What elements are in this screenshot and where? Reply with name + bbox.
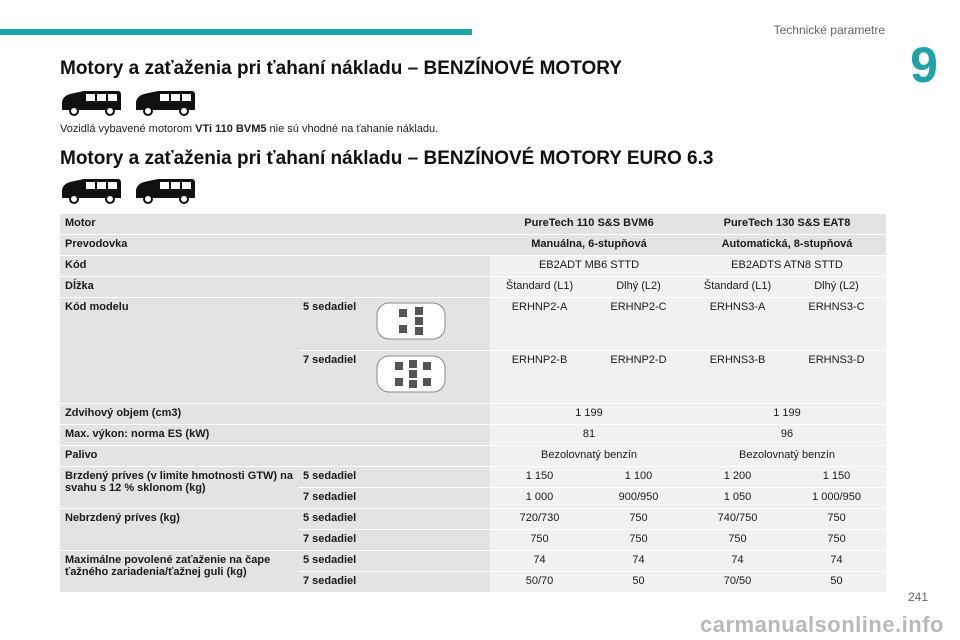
seat-layout-7-icon <box>375 354 447 394</box>
table-row: Zdvihový objem (cm3) 1 199 1 199 <box>60 404 886 425</box>
van-long-icon <box>134 90 196 116</box>
table-row: Motor PureTech 110 S&S BVM6 PureTech 130 S&S EAT8 <box>60 214 886 235</box>
table-row: Brzdený príves (v limite hmotnosti GTW) na svahu s 12 % sklonom (kg) 5 sedadiel 1 150 1 100 1 200 1 150 <box>60 467 886 488</box>
table-row: 7 sedadiel 50/70 50 70/50 50 <box>60 572 886 593</box>
vehicle-icons <box>60 90 196 116</box>
specs-table <box>60 214 886 593</box>
header-accent-bar <box>0 29 472 35</box>
page-number: 241 <box>907 590 928 604</box>
table-row: Prevodovka Manuálna, 6-stupňová Automatická, 8-stupňová <box>60 235 886 256</box>
table-row: 7 sedadiel 750 750 750 750 <box>60 530 886 551</box>
table-row: 7 sedadiel 1 000 900/950 1 050 1 000/950 <box>60 488 886 509</box>
vehicle-icons-2 <box>60 178 196 204</box>
seat-layout-7 <box>370 351 490 404</box>
section-title-euro63: Motory a zaťaženia pri ťahaní nákladu – BENZÍNOVÉ MOTORY EURO 6.3 <box>60 148 714 169</box>
table-row: Kód EB2ADT MB6 STTD EB2ADTS ATN8 STTD <box>60 256 886 277</box>
seat-layout-5 <box>370 298 490 351</box>
note-text: Vozidlá vybavené motorom VTi 110 BVM5 nie sú vhodné na ťahanie nákladu. <box>60 123 439 135</box>
table-row: 7 sedadiel ERHNP2-B ERHNP2-D ERHNS3-B ERHNS3-D <box>60 351 886 404</box>
van-short-icon <box>60 178 122 204</box>
table-row: Dĺžka Štandard (L1) Dlhý (L2) Štandard (L1) Dlhý (L2) <box>60 277 886 298</box>
section-title-petrol: Motory a zaťaženia pri ťahaní nákladu – BENZÍNOVÉ MOTORY <box>60 58 622 79</box>
table-row: Maximálne povolené zaťaženie na čape ťažného zariadenia/ťažnej guli (kg) 5 sedadiel 74 74 74 74 <box>60 551 886 572</box>
table-row: Kód modelu 5 sedadiel ERHNP2-A ERHNP2-C ERHNS3-A ERHNS3-C <box>60 298 886 351</box>
table-row: Nebrzdený príves (kg) 5 sedadiel 720/730 750 740/750 750 <box>60 509 886 530</box>
watermark: carmanualsonline.info <box>700 612 944 637</box>
van-long-icon <box>134 178 196 204</box>
running-title: Technické parametre <box>773 23 885 37</box>
van-short-icon <box>60 90 122 116</box>
table-row: Max. výkon: norma ES (kW) 81 96 <box>60 425 886 446</box>
table-row: Palivo Bezolovnatý benzín Bezolovnatý benzín <box>60 446 886 467</box>
seat-layout-5-icon <box>375 301 447 341</box>
chapter-number: 9 <box>910 37 938 93</box>
